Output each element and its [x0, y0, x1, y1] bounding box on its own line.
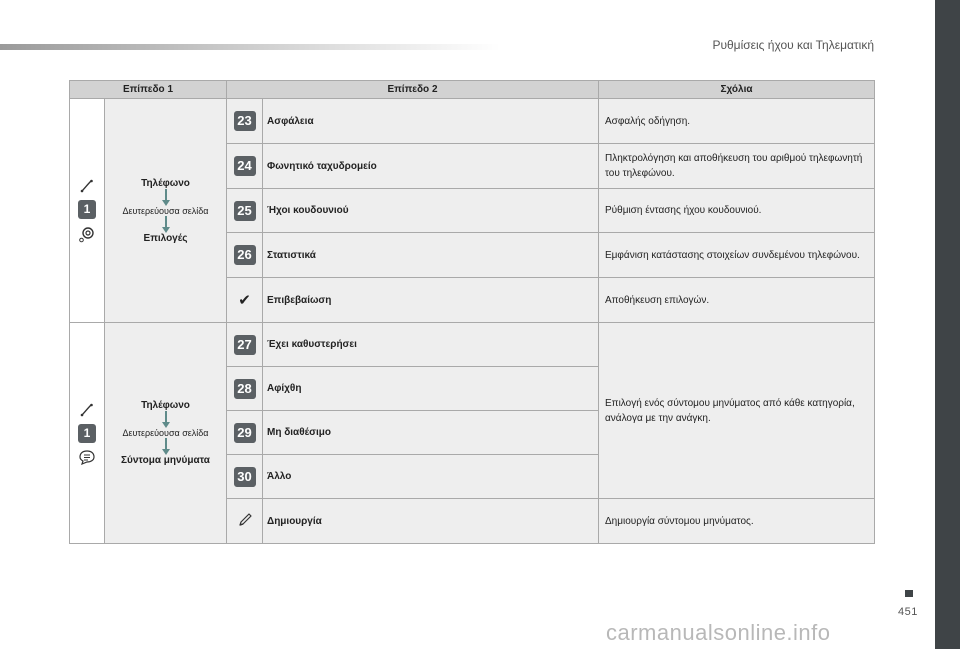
nav-short-messages: Σύντομα μηνύματα [121, 455, 210, 466]
item-label-other: Άλλο [263, 455, 599, 499]
nav-arrow [161, 438, 171, 455]
page-marker [905, 590, 913, 597]
nav-secondary-page: Δευτερεύουσα σελίδα [122, 205, 209, 216]
level1-icons-cell [70, 99, 105, 323]
nav-arrow [161, 216, 171, 233]
nav-arrow [161, 189, 171, 206]
item-comment: Πληκτρολόγηση και αποθήκευση του αριθμού τηλεφωνητή του τηλεφώνου. [599, 144, 875, 189]
nav-phone: Τηλέφωνο [141, 400, 190, 411]
gear-settings-icon [78, 225, 96, 243]
item-label-delayed: Έχει καθυστερήσει [263, 323, 599, 367]
item-label-statistics: Στατιστικά [263, 233, 599, 278]
nav-options: Επιλογές [143, 232, 188, 244]
nav-secondary-page: Δευτερεύουσα σελίδα [122, 428, 209, 438]
header-comments: Σχόλια [599, 81, 875, 99]
handset-icon [79, 402, 95, 418]
item-label-voicemail: Φωνητικό ταχυδρομείο [263, 144, 599, 189]
nav-phone: Τηλέφωνο [141, 177, 190, 189]
handset-icon [79, 178, 95, 194]
item-badge: 28 [234, 379, 256, 399]
item-label-confirm: Επιβεβαίωση [263, 278, 599, 323]
message-bubble-icon [78, 449, 96, 465]
item-badge: 29 [234, 423, 256, 443]
item-label-ringtones: Ήχοι κουδουνιού [263, 189, 599, 233]
settings-table [69, 80, 875, 544]
level1-number-badge: 1 [78, 424, 96, 443]
header-decorative-bar [0, 44, 500, 50]
item-label-safety: Ασφάλεια [263, 99, 599, 144]
item-badge: 30 [234, 467, 256, 487]
header-level-1: Επίπεδο 1 [70, 81, 227, 99]
header-level-2: Επίπεδο 2 [227, 81, 599, 99]
shared-comment: Επιλογή ενός σύντομου μηνύματος από κάθε κατηγορία, ανάλογα με την ανάγκη. [599, 323, 875, 499]
item-comment: Δημιουργία σύντομου μηνύματος. [599, 499, 875, 544]
page-number: 451 [898, 606, 918, 618]
item-label-arrived: Αφίχθη [263, 367, 599, 411]
item-label-unavailable: Μη διαθέσιμο [263, 411, 599, 455]
level1-number-badge: 1 [78, 200, 96, 219]
level1-icons-cell [70, 323, 105, 544]
pencil-icon [237, 512, 253, 528]
level1-nav-cell [105, 323, 227, 544]
item-comment: Ασφαλής οδήγηση. [599, 99, 875, 144]
table-header-row [70, 81, 875, 99]
level1-nav-cell [105, 99, 227, 323]
watermark: carmanualsonline.info [606, 620, 831, 645]
item-badge: 24 [234, 156, 256, 176]
item-badge: 23 [234, 111, 256, 131]
side-chapter-tab [935, 0, 960, 649]
item-comment: Αποθήκευση επιλογών. [599, 278, 875, 323]
item-badge: 25 [234, 201, 256, 221]
item-comment: Ρύθμιση έντασης ήχου κουδουνιού. [599, 189, 875, 233]
item-label-create: Δημιουργία [263, 499, 599, 544]
table-row [70, 323, 875, 367]
table-row [70, 99, 875, 144]
nav-arrow [161, 411, 171, 428]
checkmark-icon: ✔ [227, 278, 263, 323]
item-comment: Εμφάνιση κατάστασης στοιχείων συνδεμένου τηλεφώνου. [599, 233, 875, 278]
page-header-title: Ρυθμίσεις ήχου και Τηλεματική [712, 38, 874, 52]
item-badge: 26 [234, 245, 256, 265]
item-badge: 27 [234, 335, 256, 355]
